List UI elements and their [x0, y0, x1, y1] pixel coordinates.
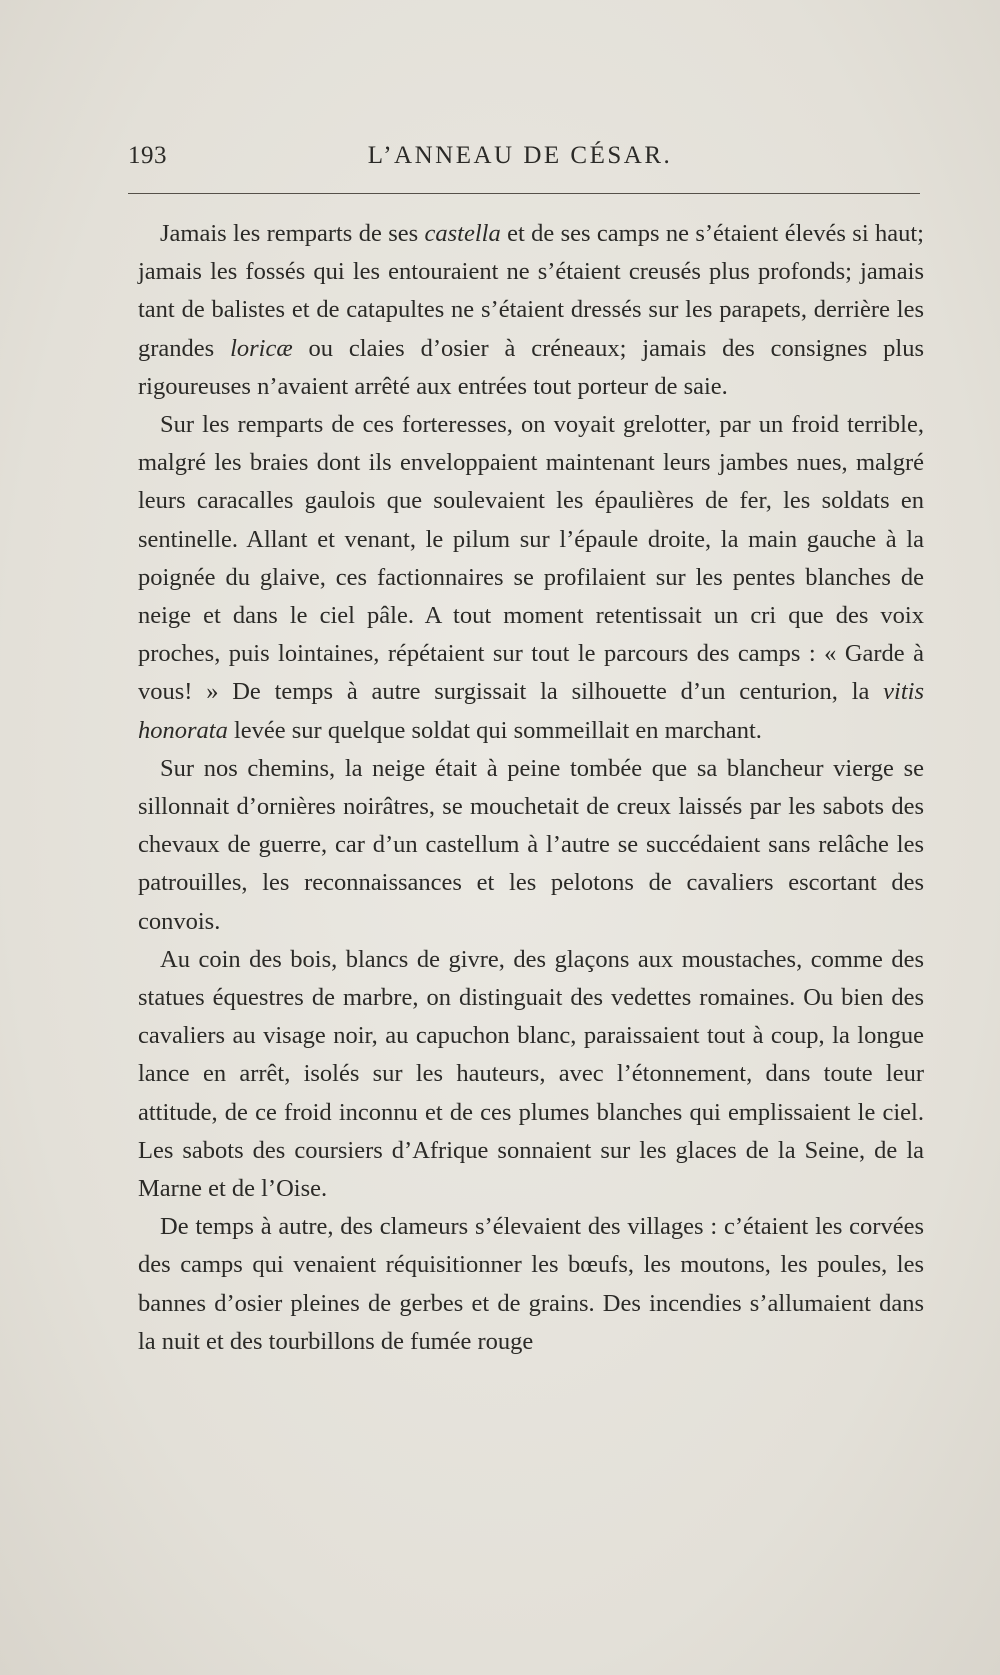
paragraph: Sur nos chemins, la neige était à peine tombée que sa blancheur vierge se sillonnait d’ornières noirâtres, se mouchetait de creux laissés par les sabots des chevaux de guerre, car d’un castellum à l’autre se succédaient sans relâche les patrouilles, les reconnaissances et les pelotons de cavaliers escortant des convois.: [138, 754, 924, 935]
body-text: [138, 215, 924, 1361]
text-run: Sur les remparts de ces forteresses, on voyait grelotter, par un froid terrible, malgré les braies dont ils enveloppaient maintenant leurs jambes nues, malgré leurs caracalles gaulois que soulevaient les épaulières de fer, les soldats en sentinelle. Allant et venant, le pilum sur l’épaule droite, la main gauche à la poignée du glaive, ces factionnaires se profilaient sur les pentes blanches de neige et dans le ciel pâle. A tout moment retentissait un cri que des voix proches, puis lointaines, répétaient sur tout le parcours des camps : « Garde à vous! » De temps à autre surgissait la silhouette d’un centurion, la: [138, 411, 924, 706]
paragraph: De temps à autre, des clameurs s’élevaient des villages : c’étaient les corvées des camps qui venaient réquisitionner les bœufs, les moutons, les poules, les bannes d’osier pleines de gerbes et de grains. Des incendies s’allumaient dans la nuit et des tourbillons de fumée rouge: [138, 1213, 924, 1355]
text-run: ou claies d’osier à créneaux; jamais des consignes plus rigoureuses n’avaient arrêté aux entrées tout porteur de saie.: [138, 334, 924, 400]
page-number: 193: [128, 142, 167, 169]
paragraph: Au coin des bois, blancs de givre, des glaçons aux moustaches, comme des statues équestres de marbre, on distinguait des vedettes romaines. Ou bien des cavaliers au visage noir, au capuchon blanc, paraissaient tout à coup, la longue lance en arrêt, isolés sur les hauteurs, avec l’étonnement, dans toute leur attitude, de ce froid inconnu et de ces plumes blanches qui emplissaient le ciel. Les sabots des coursiers d’Afrique sonnaient sur les glaces de la Seine, de la Marne et de l’Oise.: [138, 945, 924, 1203]
italic-term: loricæ: [230, 334, 293, 362]
running-head: L’ANNEAU DE CÉSAR.: [367, 142, 673, 169]
text-run: et de ses camps ne s’étaient élevés si haut; jamais les fossés qui les entouraient ne s’étaient creusés plus profonds; jamais tant de balistes et de catapultes ne s’étaient dressés sur les parapets, derrière les grandes: [138, 220, 924, 362]
italic-term: castella: [424, 220, 501, 247]
paragraph: [138, 406, 924, 750]
text-run: Jamais les remparts de ses: [160, 220, 425, 247]
text-run: levée sur quelque soldat qui sommeillait en marchant.: [227, 716, 762, 744]
header-rule: [128, 193, 920, 194]
paragraph: [138, 215, 924, 406]
italic-term: vitis honorata: [138, 678, 924, 744]
